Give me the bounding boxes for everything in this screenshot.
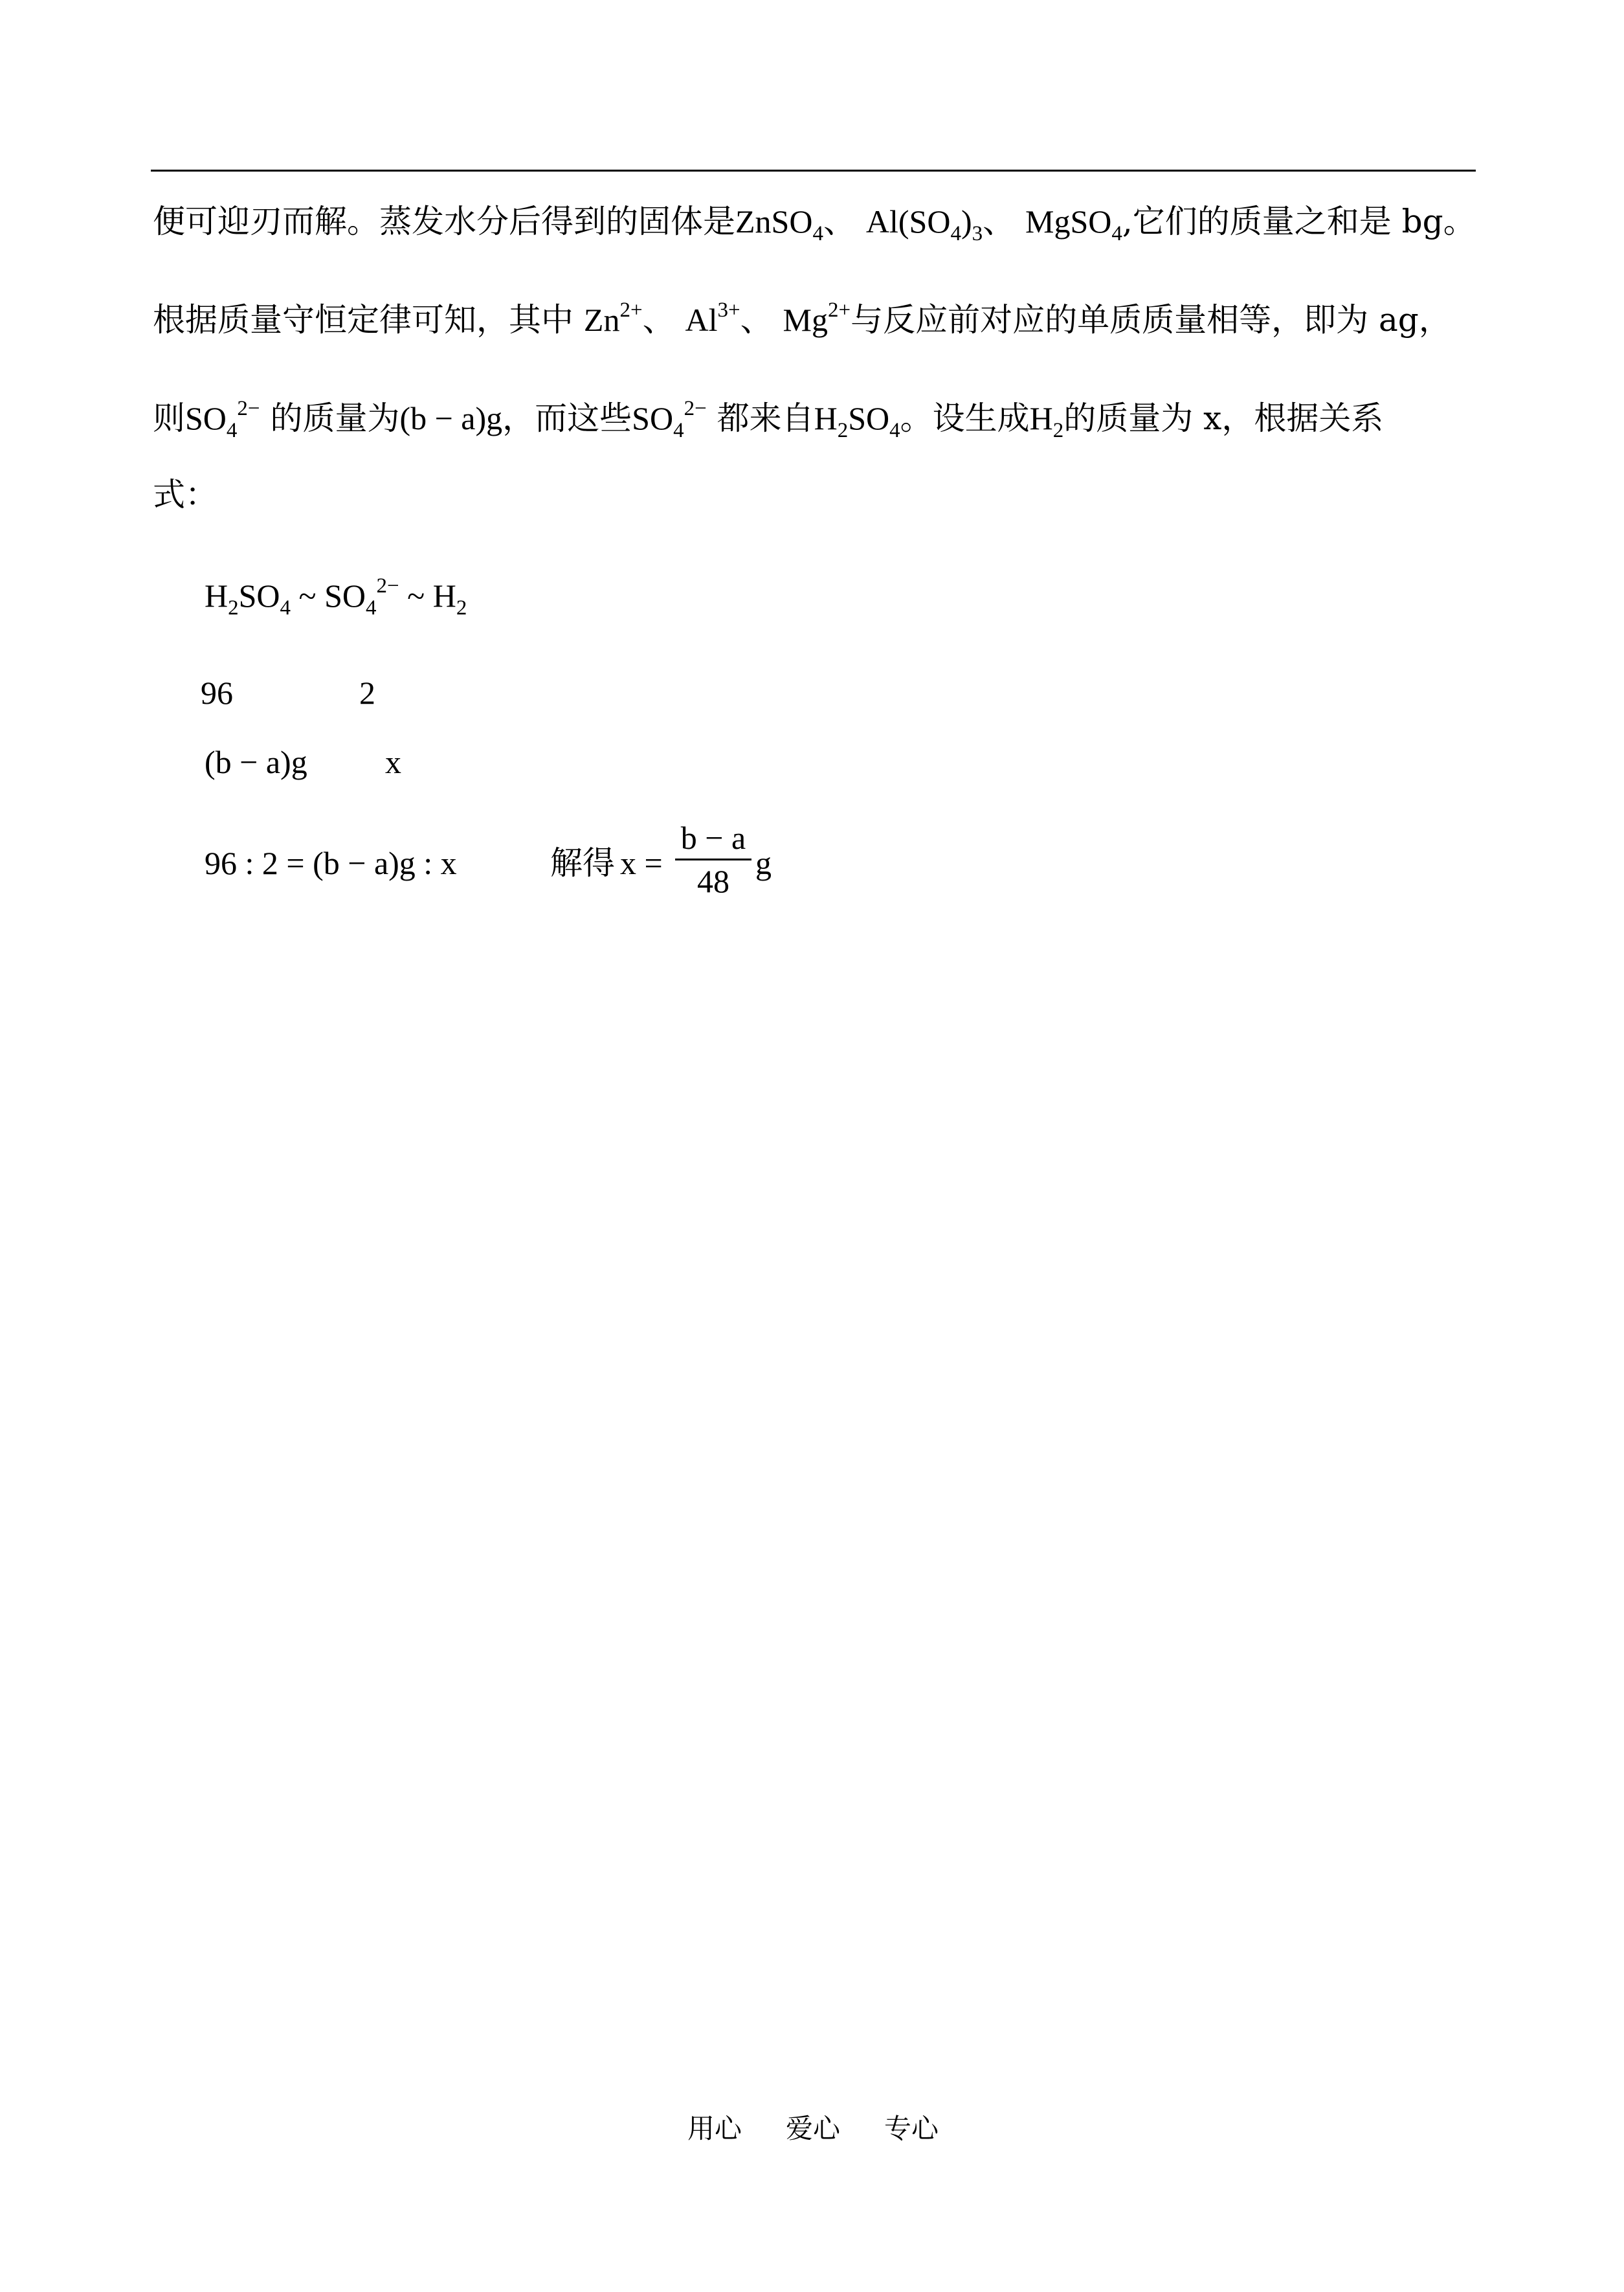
- solve-label: 解得 x =: [550, 844, 663, 882]
- separator: 、: [983, 203, 1016, 240]
- formula-mgso4: MgSO$_4$: [1025, 203, 1122, 245]
- formula-h2so4: $H_2SO_4$: [814, 400, 900, 442]
- formula-znso4: ZnSO$_4$: [735, 203, 823, 245]
- ion-sulfate: $SO_4^{2-}$: [185, 397, 260, 442]
- text-segment: 根据质量守恒定律可知，其中: [153, 301, 573, 339]
- expr-b-minus-a: (b − a)g: [399, 400, 503, 436]
- paragraph-line-1: [153, 202, 1476, 245]
- formula-al2so43: $Al(SO_4)_3$: [865, 203, 983, 245]
- formula-h2so4: $H_2SO_4$: [205, 578, 291, 620]
- ion-sulfate: $SO_4^{2-}$: [324, 574, 399, 620]
- text-segment: 。设生成: [900, 399, 1030, 437]
- text-segment: 式：: [153, 476, 217, 513]
- ion-zn: $Zn^{2+}$: [583, 298, 643, 338]
- paragraph-line-4: [153, 475, 217, 514]
- text-segment: ，而这些: [502, 399, 632, 437]
- separator: 、: [823, 203, 856, 240]
- footer-word: 爱心: [786, 2113, 841, 2144]
- text-segment: 的质量为: [270, 399, 400, 437]
- fraction-result: [675, 820, 751, 899]
- footer-word: 专心: [884, 2113, 939, 2144]
- fraction-denominator: 48: [697, 863, 729, 899]
- text-segment: 便可迎刃而解。蒸发水分后得到的固体是: [153, 203, 735, 240]
- formula-h2: $H_2$: [432, 578, 467, 620]
- value-96: 96: [201, 675, 233, 711]
- relation-equation: $H_2SO_4$ ~ $SO_4^{2-}$ ~ $H_2$: [205, 574, 467, 620]
- unit-g: g: [755, 845, 772, 881]
- formula-h2: $H_2$: [1029, 400, 1064, 442]
- footer-word: 用心: [687, 2113, 742, 2144]
- paragraph-line-3: [153, 397, 1384, 442]
- ion-sulfate: $SO_4^{2-}$: [632, 397, 707, 442]
- value-2: 2: [359, 675, 375, 711]
- text-segment: 都来自: [717, 399, 814, 437]
- proportion-equation: 96 : 2 = (b − a)g : x: [205, 845, 457, 881]
- header-rule: [151, 170, 1476, 172]
- text-segment: 则: [153, 399, 185, 437]
- ion-al: $Al^{3+}$: [685, 298, 740, 338]
- ion-mg: $Mg^{2+}$: [783, 298, 851, 338]
- separator: 、: [740, 301, 773, 339]
- value-x: x: [385, 744, 401, 780]
- text-segment: 与反应前对应的单质质量相等，即为 ag，: [851, 301, 1451, 339]
- separator: 、: [642, 301, 675, 339]
- fraction-numerator: b − a: [680, 820, 746, 856]
- value-b-minus-a: (b − a)g: [205, 744, 307, 780]
- fraction-bar: [675, 859, 751, 860]
- page-footer: [687, 2107, 939, 2146]
- paragraph-line-2: [153, 300, 1451, 339]
- text-segment: ,它们的质量之和是 bg。: [1122, 203, 1476, 240]
- text-segment: 的质量为 x，根据关系: [1063, 399, 1384, 437]
